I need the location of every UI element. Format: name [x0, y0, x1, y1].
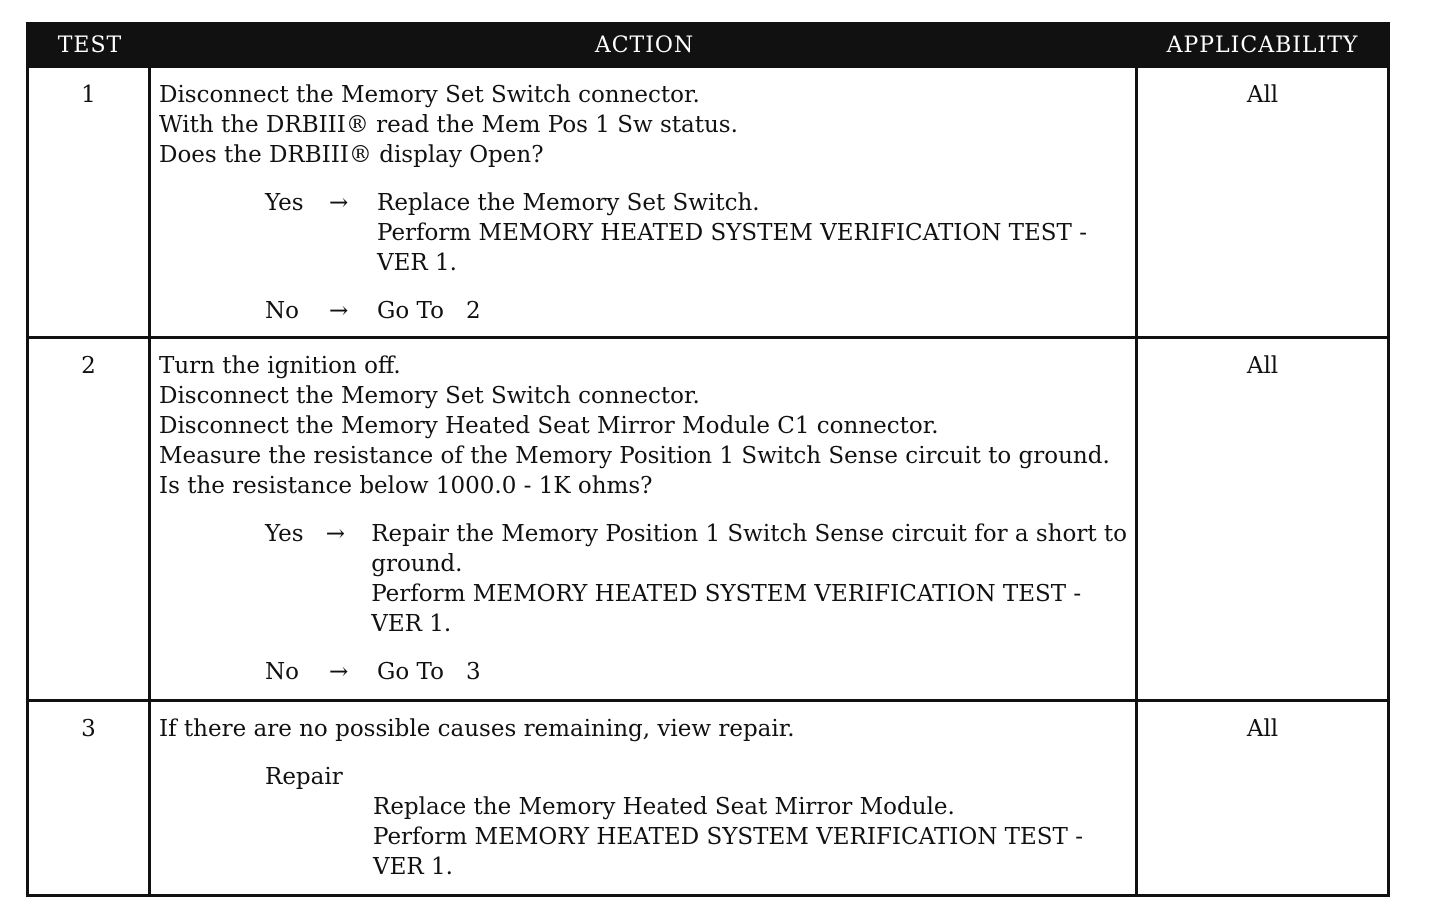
header-test: TEST — [57, 32, 123, 58]
arrow-icon: → — [329, 298, 349, 324]
no-branch — [159, 657, 1127, 687]
diagnostic-test-table — [26, 22, 1390, 897]
repair-line: Replace the Memory Heated Seat Mirror Module. — [373, 794, 955, 820]
header-action: ACTION — [594, 32, 695, 58]
yes-branch — [159, 519, 1127, 639]
no-branch — [159, 296, 1127, 326]
action-line: Disconnect the Memory Heated Seat Mirror Module C1 connector. — [159, 413, 939, 439]
action-line: Is the resistance below 1000.0 - 1K ohms? — [159, 473, 653, 499]
yes-line: VER 1. — [377, 250, 457, 276]
applicability-value: All — [1246, 82, 1279, 108]
yes-line: Perform MEMORY HEATED SYSTEM VERIFICATION TEST - — [377, 220, 1087, 246]
action-line: Disconnect the Memory Set Switch connector. — [159, 82, 700, 108]
action-line: Measure the resistance of the Memory Position 1 Switch Sense circuit to ground. — [159, 443, 1110, 469]
goto-label: Go To — [377, 659, 444, 685]
action-cell — [151, 339, 1138, 699]
yes-line: Perform MEMORY HEATED SYSTEM VERIFICATION TEST - — [371, 581, 1082, 607]
goto-label: Go To — [377, 298, 444, 324]
goto-number: 3 — [465, 659, 481, 685]
repair-line: Perform MEMORY HEATED SYSTEM VERIFICATION TEST - — [373, 824, 1083, 850]
yes-label: Yes — [265, 521, 304, 547]
arrow-icon: → — [329, 659, 349, 685]
no-label: No — [265, 298, 299, 324]
yes-line: ground. — [371, 551, 463, 577]
arrow-icon: → — [329, 190, 349, 216]
table-row — [29, 699, 1387, 894]
yes-line: Replace the Memory Set Switch. — [377, 190, 760, 216]
goto-number: 2 — [465, 298, 481, 324]
repair-line: VER 1. — [373, 854, 453, 880]
table-row — [29, 336, 1387, 699]
yes-line: VER 1. — [371, 611, 452, 637]
repair-label: Repair — [265, 764, 343, 790]
action-line: Disconnect the Memory Set Switch connector. — [159, 383, 700, 409]
action-line: Turn the ignition off. — [159, 353, 401, 379]
test-number: 1 — [29, 68, 151, 336]
test-number: 3 — [29, 702, 151, 894]
yes-branch — [159, 188, 1127, 278]
applicability-value: All — [1246, 716, 1279, 742]
action-cell — [151, 68, 1138, 336]
repair-text — [159, 792, 1127, 882]
yes-label: Yes — [265, 190, 304, 216]
action-cell — [151, 702, 1138, 894]
action-line: Does the DRBIII® display Open? — [159, 142, 544, 168]
applicability-value: All — [1246, 353, 1279, 379]
header-applicability: APPLICABILITY — [1166, 32, 1359, 58]
no-label: No — [265, 659, 299, 685]
test-number: 2 — [29, 339, 151, 699]
action-line: With the DRBIII® read the Mem Pos 1 Sw status. — [159, 112, 738, 138]
table-header — [29, 25, 1387, 65]
arrow-icon: → — [325, 521, 345, 547]
action-line: If there are no possible causes remaining, view repair. — [159, 716, 795, 742]
table-row — [29, 65, 1387, 336]
yes-line: Repair the Memory Position 1 Switch Sense circuit for a short to — [371, 521, 1127, 547]
